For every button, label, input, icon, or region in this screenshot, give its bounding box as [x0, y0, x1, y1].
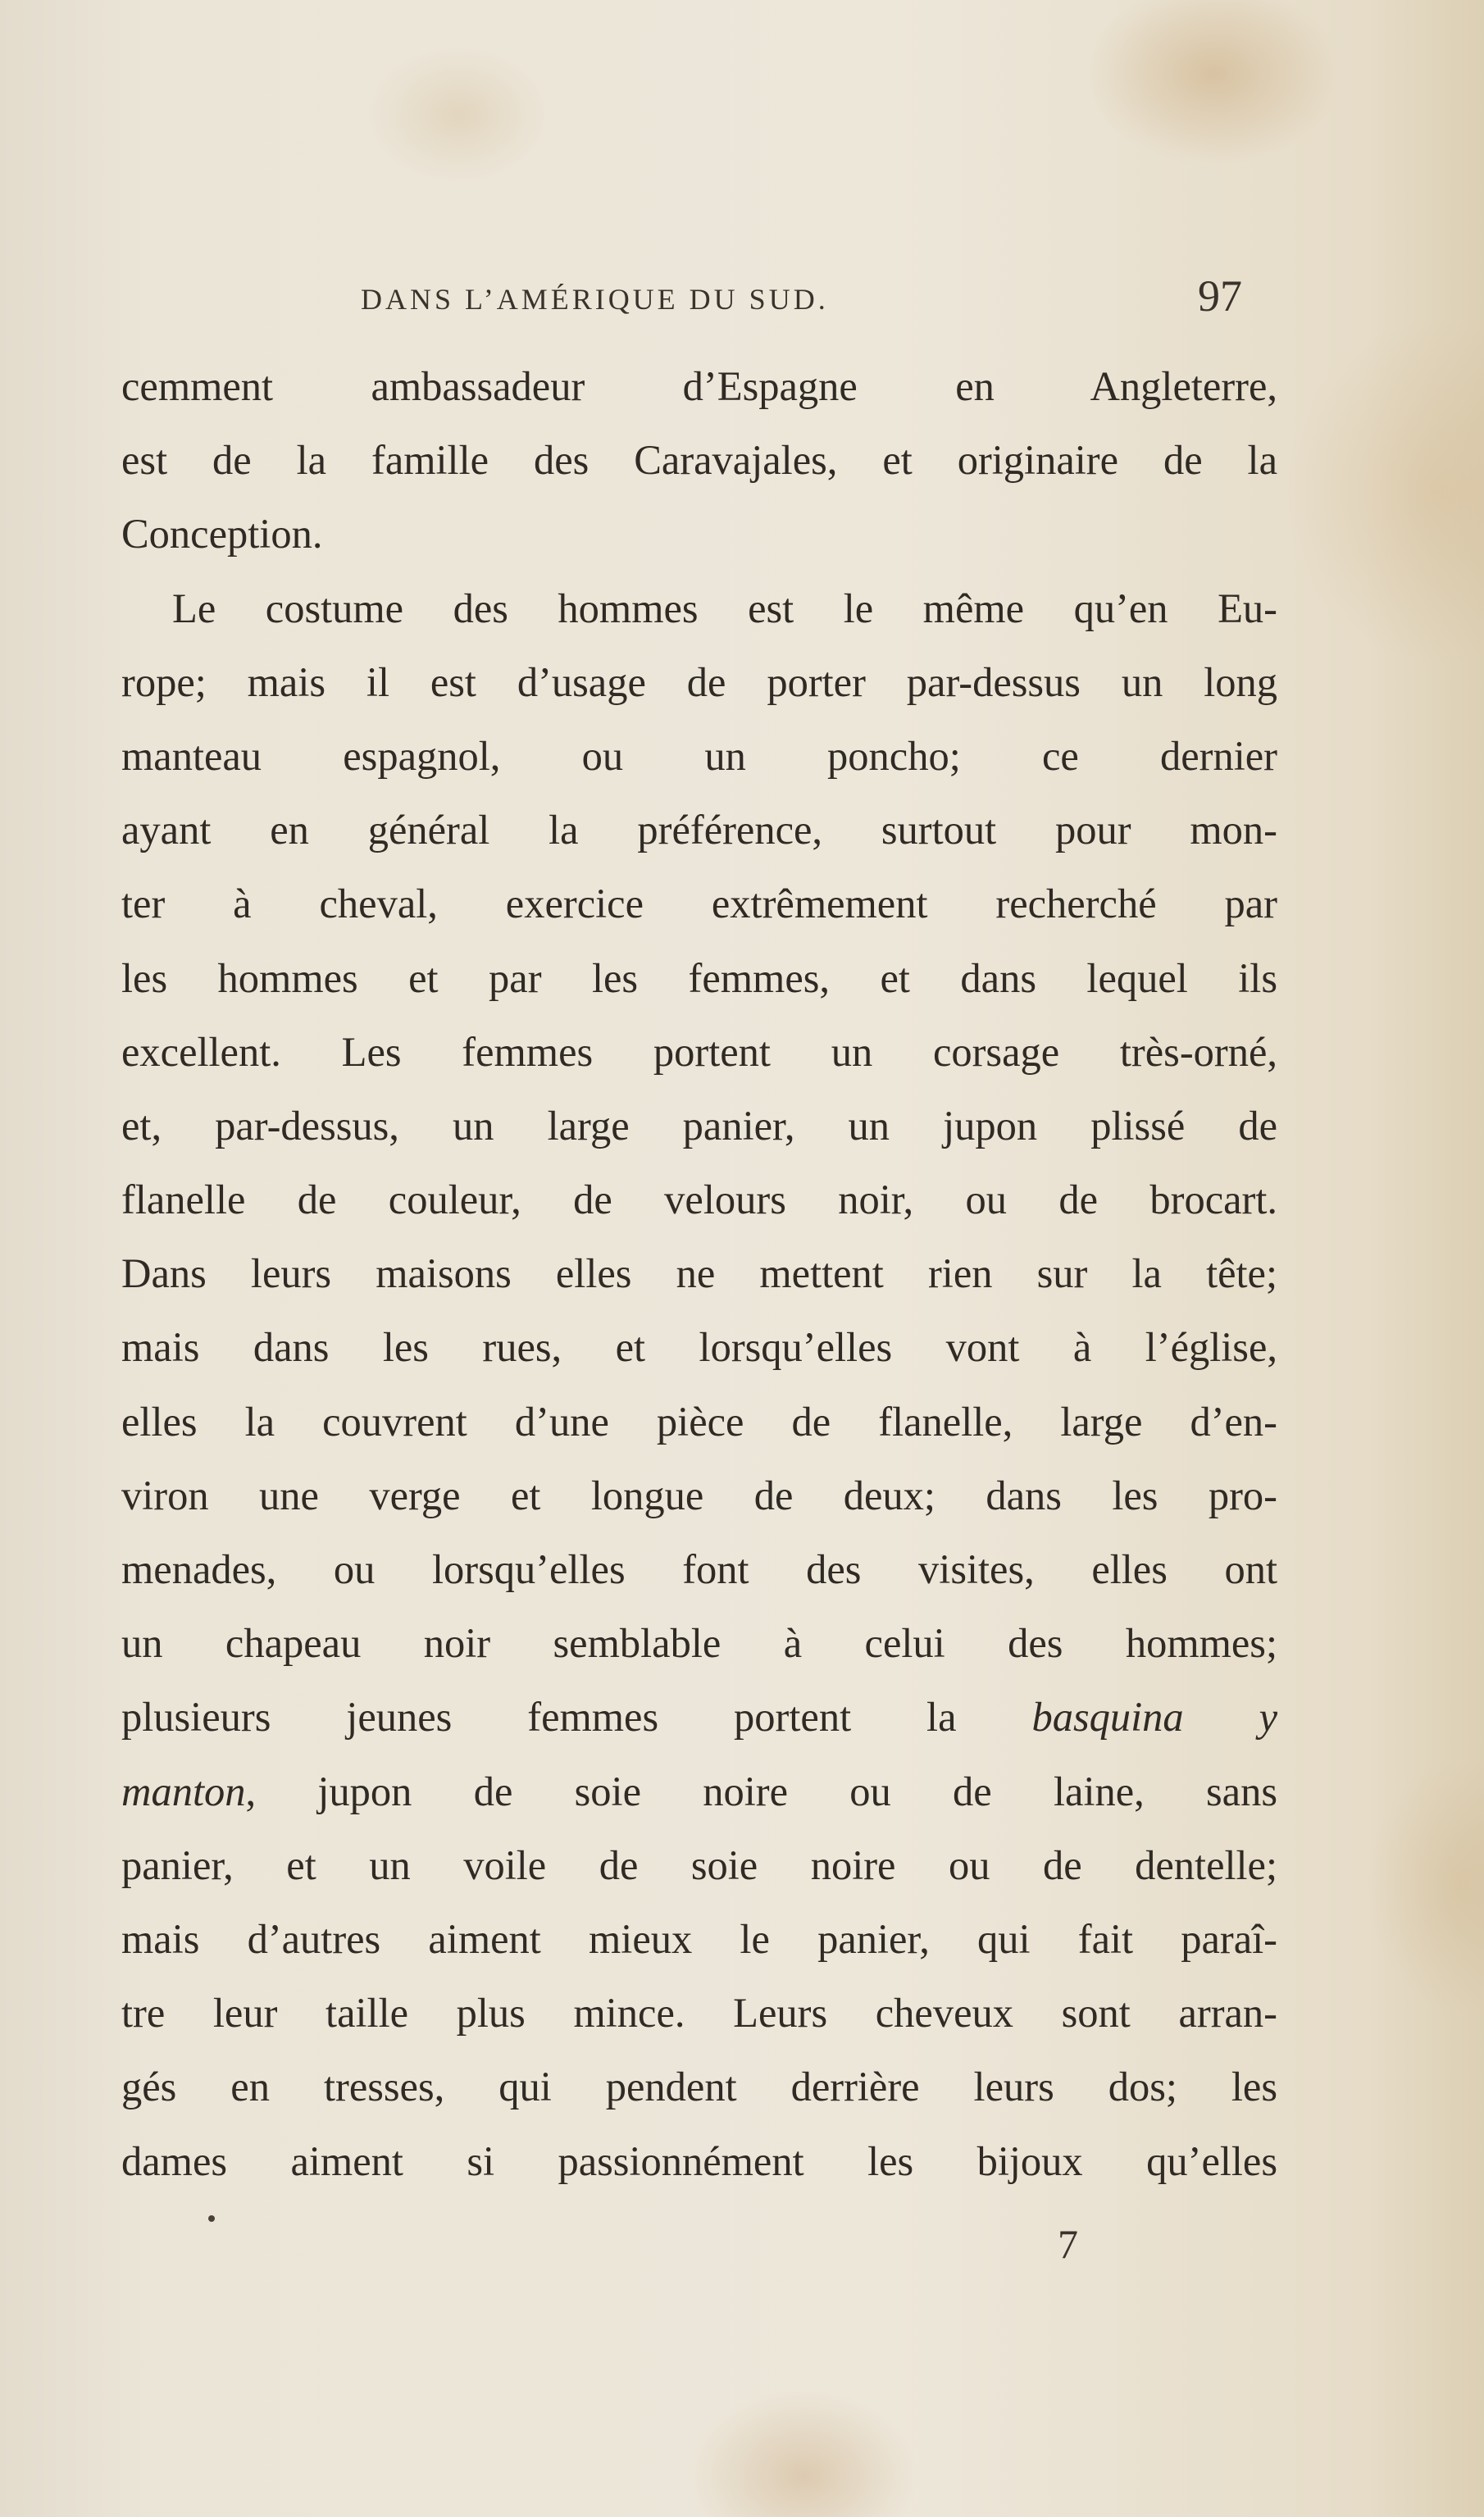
- text-line: un chapeau noir semblable à celui des hommes;: [121, 1620, 1277, 1667]
- text-line: tre leur taille plus mince. Leurs cheveux sont arran-: [121, 1990, 1277, 2037]
- text-line: et, par-dessus, un large panier, un jupon plissé de: [121, 1102, 1277, 1149]
- text-line: manteau espagnol, ou un poncho; ce dernier: [121, 732, 1277, 779]
- text-line: mais dans les rues, et lorsqu’elles vont à l’église,: [121, 1324, 1277, 1371]
- text-line: viron une verge et longue de deux; dans les pro-: [121, 1472, 1277, 1518]
- ink-speck: [208, 2215, 215, 2222]
- text-line: Dans leurs maisons elles ne mettent rien sur la tête;: [121, 1250, 1277, 1297]
- text-line: les hommes et par les femmes, et dans lequel ils: [121, 954, 1277, 1001]
- text-line: ayant en général la préférence, surtout pour mon-: [121, 807, 1277, 853]
- paragraph-first-line: Le costume des hommes est le même qu’en Eu-: [172, 585, 1277, 631]
- text-line: Conception.: [121, 511, 323, 558]
- text-line: panier, et un voile de soie noire ou de dentelle;: [121, 1841, 1277, 1888]
- italic-term: basquina y: [1031, 1694, 1277, 1741]
- text-line: elles la couvrent d’une pièce de flanelle, large d’en-: [121, 1398, 1277, 1445]
- text-line: mais d’autres aiment mieux le panier, qui fait paraî-: [121, 1915, 1277, 1962]
- page-header: [361, 271, 1242, 320]
- text-line: cemment ambassadeur d’Espagne en Angleterre,: [121, 363, 1277, 409]
- signature-mark: 7: [1058, 2221, 1078, 2267]
- text-line: flanelle de couleur, de velours noir, ou de brocart.: [121, 1177, 1277, 1223]
- text-line: menades, ou lorsqu’elles font des visites, elles ont: [121, 1546, 1277, 1592]
- body-text: [121, 349, 1277, 2198]
- text-line: rope; mais il est d’usage de porter par-dessus un long: [121, 658, 1277, 705]
- text-line-with-italic: [121, 1755, 1277, 1828]
- text-line: excellent. Les femmes portent un corsage très-orné,: [121, 1028, 1277, 1075]
- text-segment: plusieurs jeunes femmes portent la: [121, 1694, 957, 1741]
- text-segment: , jupon de soie noire ou de laine, sans: [245, 1768, 1277, 1814]
- text-line: est de la famille des Caravajales, et originaire de la: [121, 437, 1277, 484]
- text-line-with-italic: [121, 1680, 1277, 1754]
- text-line: gés en tresses, qui pendent derrière leurs dos; les: [121, 2064, 1277, 2110]
- running-head: DANS L’AMÉRIQUE DU SUD.: [361, 283, 829, 316]
- text-line: ter à cheval, exercice extrêmement recherché par: [121, 881, 1277, 927]
- italic-term: manton: [121, 1768, 246, 1814]
- text-line: dames aiment si passionnément les bijoux qu’elles: [121, 2137, 1277, 2184]
- page-number: 97: [1198, 271, 1242, 321]
